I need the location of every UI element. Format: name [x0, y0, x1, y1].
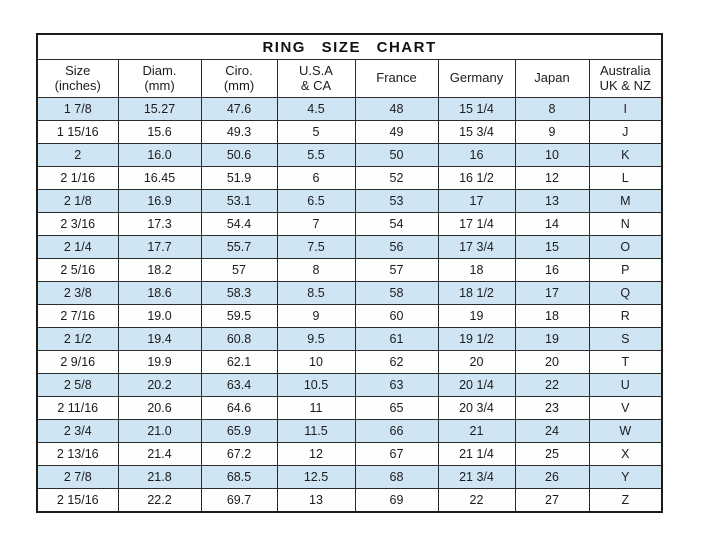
- table-cell: 62: [355, 351, 438, 374]
- table-cell: 15: [515, 236, 589, 259]
- table-cell: W: [589, 420, 662, 443]
- table-cell: 54.4: [201, 213, 277, 236]
- table-cell: 58.3: [201, 282, 277, 305]
- column-header-line1: Ciro.: [225, 62, 253, 78]
- table-cell: P: [589, 259, 662, 282]
- table-cell: Z: [589, 489, 662, 513]
- table-cell: 69.7: [201, 489, 277, 513]
- table-cell: 50: [355, 144, 438, 167]
- table-cell: 7.5: [277, 236, 355, 259]
- column-header-u-s-a: [277, 60, 355, 98]
- column-header-line1: Germany: [449, 70, 504, 86]
- table-cell: 2 9/16: [37, 351, 118, 374]
- table-row: [37, 397, 662, 420]
- table-cell: 2 3/8: [37, 282, 118, 305]
- table-cell: 20 3/4: [438, 397, 515, 420]
- table-cell: 9: [277, 305, 355, 328]
- table-cell: 1 15/16: [37, 121, 118, 144]
- table-cell: 69: [355, 489, 438, 513]
- table-cell: 12.5: [277, 466, 355, 489]
- column-header-line1: Size: [65, 62, 91, 78]
- column-header-line1: Diam.: [142, 62, 177, 78]
- table-cell: 21 3/4: [438, 466, 515, 489]
- table-cell: 5.5: [277, 144, 355, 167]
- table-cell: 15.27: [118, 98, 201, 121]
- table-body: [37, 98, 662, 513]
- table-row: [37, 144, 662, 167]
- table-cell: 59.5: [201, 305, 277, 328]
- table-cell: 2 11/16: [37, 397, 118, 420]
- table-cell: 21: [438, 420, 515, 443]
- table-cell: 13: [515, 190, 589, 213]
- table-cell: 19: [515, 328, 589, 351]
- table-cell: 27: [515, 489, 589, 513]
- table-cell: 67.2: [201, 443, 277, 466]
- table-cell: 16.9: [118, 190, 201, 213]
- table-cell: 48: [355, 98, 438, 121]
- table-cell: Y: [589, 466, 662, 489]
- table-cell: R: [589, 305, 662, 328]
- table-cell: 20: [515, 351, 589, 374]
- table-row: [37, 98, 662, 121]
- column-header-diam-: [118, 60, 201, 98]
- table-cell: 17: [438, 190, 515, 213]
- column-header-line2: (mm): [223, 77, 255, 93]
- table-cell: 51.9: [201, 167, 277, 190]
- table-cell: 17 3/4: [438, 236, 515, 259]
- table-row: [37, 167, 662, 190]
- table-row: [37, 121, 662, 144]
- table-cell: 17.3: [118, 213, 201, 236]
- table-cell: 19.9: [118, 351, 201, 374]
- table-cell: 49.3: [201, 121, 277, 144]
- table-cell: 50.6: [201, 144, 277, 167]
- table-cell: 2 7/8: [37, 466, 118, 489]
- table-cell: 57: [201, 259, 277, 282]
- table-cell: 16: [438, 144, 515, 167]
- table-cell: 52: [355, 167, 438, 190]
- table-cell: 16.45: [118, 167, 201, 190]
- table-cell: 10: [277, 351, 355, 374]
- table-cell: 2: [37, 144, 118, 167]
- table-cell: 6: [277, 167, 355, 190]
- table-cell: 25: [515, 443, 589, 466]
- table-cell: 18.6: [118, 282, 201, 305]
- table-cell: 8.5: [277, 282, 355, 305]
- table-row: [37, 420, 662, 443]
- table-cell: 53: [355, 190, 438, 213]
- table-cell: 8: [277, 259, 355, 282]
- table-cell: 4.5: [277, 98, 355, 121]
- table-cell: 47.6: [201, 98, 277, 121]
- table-row: [37, 282, 662, 305]
- table-title: RING SIZE CHART: [37, 34, 662, 60]
- table-row: [37, 190, 662, 213]
- table-cell: O: [589, 236, 662, 259]
- table-row: [37, 374, 662, 397]
- table-cell: 17 1/4: [438, 213, 515, 236]
- table-cell: 49: [355, 121, 438, 144]
- table-cell: 18 1/2: [438, 282, 515, 305]
- table-cell: 19 1/2: [438, 328, 515, 351]
- table-cell: 53.1: [201, 190, 277, 213]
- table-cell: 2 1/4: [37, 236, 118, 259]
- table-row: [37, 443, 662, 466]
- column-header-line1: Australia: [599, 62, 651, 78]
- table-cell: 26: [515, 466, 589, 489]
- table-cell: 61: [355, 328, 438, 351]
- table-cell: 20 1/4: [438, 374, 515, 397]
- table-row: [37, 236, 662, 259]
- table-cell: 60.8: [201, 328, 277, 351]
- table-cell: 22.2: [118, 489, 201, 513]
- table-cell: 21 1/4: [438, 443, 515, 466]
- table-cell: 11: [277, 397, 355, 420]
- table-cell: T: [589, 351, 662, 374]
- table-cell: 2 1/16: [37, 167, 118, 190]
- table-cell: 15 1/4: [438, 98, 515, 121]
- table-row: [37, 466, 662, 489]
- table-cell: 7: [277, 213, 355, 236]
- table-cell: 2 13/16: [37, 443, 118, 466]
- table-row: [37, 489, 662, 513]
- table-cell: 20.6: [118, 397, 201, 420]
- table-cell: 18: [438, 259, 515, 282]
- table-cell: 63.4: [201, 374, 277, 397]
- column-header-france: [355, 60, 438, 98]
- table-cell: 1 7/8: [37, 98, 118, 121]
- table-row: [37, 351, 662, 374]
- table-cell: S: [589, 328, 662, 351]
- column-header-germany: [438, 60, 515, 98]
- table-cell: 2 5/8: [37, 374, 118, 397]
- table-cell: 23: [515, 397, 589, 420]
- table-cell: 18.2: [118, 259, 201, 282]
- table-cell: 2 7/16: [37, 305, 118, 328]
- table-cell: 65: [355, 397, 438, 420]
- table-cell: 21.4: [118, 443, 201, 466]
- table-cell: 12: [515, 167, 589, 190]
- table-row: [37, 259, 662, 282]
- table-cell: 16 1/2: [438, 167, 515, 190]
- table-cell: 63: [355, 374, 438, 397]
- table-cell: M: [589, 190, 662, 213]
- table-cell: 18: [515, 305, 589, 328]
- table-cell: 16: [515, 259, 589, 282]
- table-cell: Q: [589, 282, 662, 305]
- table-cell: 60: [355, 305, 438, 328]
- column-header-line1: U.S.A: [299, 62, 333, 78]
- table-cell: 67: [355, 443, 438, 466]
- table-cell: 17: [515, 282, 589, 305]
- table-cell: J: [589, 121, 662, 144]
- ring-size-table: [36, 33, 663, 513]
- table-cell: 14: [515, 213, 589, 236]
- table-cell: 58: [355, 282, 438, 305]
- table-cell: 2 3/16: [37, 213, 118, 236]
- column-header-line2: (mm): [144, 77, 175, 93]
- table-cell: 8: [515, 98, 589, 121]
- table-cell: I: [589, 98, 662, 121]
- table-cell: 21.8: [118, 466, 201, 489]
- table-cell: 17.7: [118, 236, 201, 259]
- header-row: [37, 60, 662, 98]
- table-cell: 11.5: [277, 420, 355, 443]
- table-cell: 9: [515, 121, 589, 144]
- table-cell: 2 3/4: [37, 420, 118, 443]
- table-cell: 65.9: [201, 420, 277, 443]
- table-cell: 15.6: [118, 121, 201, 144]
- column-header-ciro-: [201, 60, 277, 98]
- table-cell: U: [589, 374, 662, 397]
- table-cell: 19: [438, 305, 515, 328]
- table-cell: 12: [277, 443, 355, 466]
- table-cell: 55.7: [201, 236, 277, 259]
- table-cell: K: [589, 144, 662, 167]
- table-row: [37, 328, 662, 351]
- column-header-line1: Japan: [534, 70, 570, 86]
- column-header-line2: UK & NZ: [599, 77, 651, 93]
- table-cell: 64.6: [201, 397, 277, 420]
- table-cell: 20: [438, 351, 515, 374]
- table-cell: 54: [355, 213, 438, 236]
- table-cell: 22: [515, 374, 589, 397]
- table-cell: X: [589, 443, 662, 466]
- table-cell: 19.0: [118, 305, 201, 328]
- table-cell: 66: [355, 420, 438, 443]
- table-cell: 22: [438, 489, 515, 513]
- table-cell: 2 1/8: [37, 190, 118, 213]
- table-cell: 19.4: [118, 328, 201, 351]
- table-cell: V: [589, 397, 662, 420]
- column-header-size: [37, 60, 118, 98]
- table-cell: 57: [355, 259, 438, 282]
- table-cell: 15 3/4: [438, 121, 515, 144]
- table-cell: 16.0: [118, 144, 201, 167]
- table-cell: 10: [515, 144, 589, 167]
- column-header-line2: (inches): [54, 77, 101, 93]
- table-cell: 21.0: [118, 420, 201, 443]
- column-header-line1: France: [376, 70, 417, 86]
- table-cell: 20.2: [118, 374, 201, 397]
- table-cell: 9.5: [277, 328, 355, 351]
- table-cell: 2 5/16: [37, 259, 118, 282]
- title-row: [37, 34, 662, 60]
- table-cell: 10.5: [277, 374, 355, 397]
- column-header-australia: [589, 60, 662, 98]
- table-cell: 13: [277, 489, 355, 513]
- table-cell: 56: [355, 236, 438, 259]
- column-header-line2: & CA: [300, 77, 332, 93]
- column-header-japan: [515, 60, 589, 98]
- table-row: [37, 305, 662, 328]
- table-cell: N: [589, 213, 662, 236]
- table-cell: 2 1/2: [37, 328, 118, 351]
- table-cell: 62.1: [201, 351, 277, 374]
- table-row: [37, 213, 662, 236]
- table-cell: 68.5: [201, 466, 277, 489]
- table-cell: L: [589, 167, 662, 190]
- table-cell: 68: [355, 466, 438, 489]
- table-cell: 6.5: [277, 190, 355, 213]
- table-cell: 5: [277, 121, 355, 144]
- table-cell: 2 15/16: [37, 489, 118, 513]
- table-cell: 24: [515, 420, 589, 443]
